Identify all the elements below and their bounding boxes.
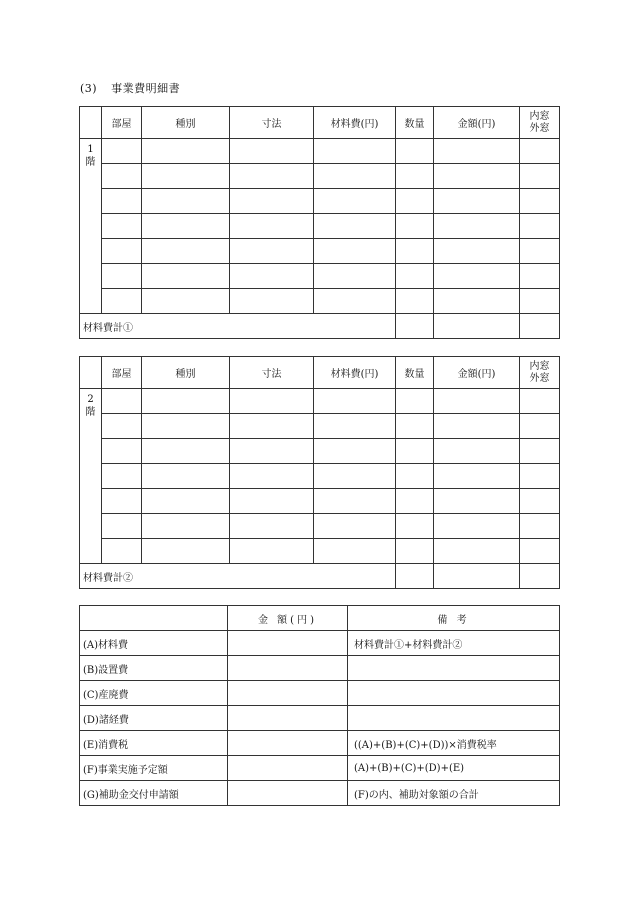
table-row [80, 464, 560, 489]
summary-table [79, 605, 560, 806]
table-cell[interactable] [102, 389, 142, 414]
total-row [80, 314, 560, 339]
table-cell[interactable] [230, 289, 314, 314]
table-cell[interactable] [520, 264, 560, 289]
table-cell[interactable] [396, 164, 434, 189]
summary-note: (A)+(B)+(C)+(D)+(E) [348, 756, 560, 781]
floor-number: 1 [87, 144, 94, 155]
summary-row [80, 631, 560, 656]
table-cell[interactable] [102, 239, 142, 264]
table-cell[interactable] [102, 214, 142, 239]
table-cell[interactable] [230, 389, 314, 414]
table-cell[interactable] [102, 289, 142, 314]
summary-item: (B)設置費 [80, 656, 228, 681]
table-cell[interactable] [102, 264, 142, 289]
table-cell[interactable] [520, 514, 560, 539]
table-cell[interactable] [102, 539, 142, 564]
table-cell[interactable] [230, 539, 314, 564]
header-amount: 金額(円) [434, 107, 520, 139]
header-window-outer: 外窓 [529, 372, 550, 384]
table-row [80, 139, 560, 164]
table-header-row [80, 357, 560, 389]
table-cell[interactable] [230, 489, 314, 514]
floor-label [80, 389, 102, 564]
table-cell[interactable] [142, 489, 230, 514]
table-cell[interactable] [102, 489, 142, 514]
summary-header-row [80, 606, 560, 631]
table-row [80, 514, 560, 539]
summary-note [348, 706, 560, 731]
table-cell[interactable] [230, 264, 314, 289]
table-cell[interactable] [434, 264, 520, 289]
table-cell[interactable] [396, 214, 434, 239]
section-title: 事業費明細書 [111, 82, 181, 95]
table-row [80, 439, 560, 464]
table-cell[interactable] [142, 514, 230, 539]
summary-amount-cell[interactable] [228, 631, 348, 656]
table-cell[interactable] [142, 214, 230, 239]
table-cell[interactable] [230, 214, 314, 239]
table-cell[interactable] [396, 439, 434, 464]
table-row [80, 239, 560, 264]
table-row [80, 489, 560, 514]
floor-label [80, 139, 102, 314]
table-cell[interactable] [142, 164, 230, 189]
table-cell[interactable] [520, 189, 560, 214]
table-cell[interactable] [142, 289, 230, 314]
summary-header-amount: 金 額(円) [228, 606, 348, 631]
summary-amount-cell[interactable] [228, 731, 348, 756]
table-cell[interactable] [434, 439, 520, 464]
header-size: 寸法 [230, 357, 314, 389]
table-cell[interactable] [434, 414, 520, 439]
table-cell[interactable] [434, 139, 520, 164]
table-cell[interactable] [520, 539, 560, 564]
header-window-outer: 外窓 [529, 122, 550, 134]
material-total-label: 材料費計① [80, 314, 396, 339]
table-cell[interactable] [434, 239, 520, 264]
material-total-label: 材料費計② [80, 564, 396, 589]
summary-amount-cell[interactable] [228, 681, 348, 706]
table-cell[interactable] [434, 514, 520, 539]
table-row [80, 189, 560, 214]
header-material-cost: 材料費(円) [314, 107, 396, 139]
header-window-inner: 内窓 [529, 360, 550, 372]
total-amount-cell[interactable] [434, 314, 520, 339]
table-row [80, 214, 560, 239]
header-size: 寸法 [230, 107, 314, 139]
table-cell[interactable] [142, 239, 230, 264]
table-cell[interactable] [142, 464, 230, 489]
table-row [80, 289, 560, 314]
table-cell[interactable] [434, 189, 520, 214]
header-blank [80, 357, 102, 389]
summary-note: ((A)+(B)+(C)+(D))×消費税率 [348, 731, 560, 756]
total-quantity-cell[interactable] [396, 564, 434, 589]
table-cell[interactable] [520, 139, 560, 164]
table-cell[interactable] [314, 414, 396, 439]
total-amount-cell[interactable] [434, 564, 520, 589]
table-cell[interactable] [314, 264, 396, 289]
summary-item: (D)諸経費 [80, 706, 228, 731]
table-cell[interactable] [314, 139, 396, 164]
floor2-detail-table [79, 356, 560, 589]
summary-item: (F)事業実施予定額 [80, 756, 228, 781]
table-cell[interactable] [230, 239, 314, 264]
table-cell[interactable] [434, 489, 520, 514]
table-cell[interactable] [314, 514, 396, 539]
table-cell[interactable] [142, 389, 230, 414]
floor-number: 2 [87, 394, 94, 405]
table-cell[interactable] [314, 164, 396, 189]
table-cell[interactable] [314, 239, 396, 264]
table-cell[interactable] [314, 464, 396, 489]
table-cell[interactable] [520, 464, 560, 489]
table-cell[interactable] [102, 189, 142, 214]
summary-item: (C)産廃費 [80, 681, 228, 706]
table-cell[interactable] [230, 414, 314, 439]
summary-row [80, 656, 560, 681]
table-cell[interactable] [142, 414, 230, 439]
table-cell[interactable] [314, 489, 396, 514]
table-cell[interactable] [434, 289, 520, 314]
table-cell[interactable] [102, 439, 142, 464]
summary-note: 材料費計①+材料費計② [348, 631, 560, 656]
table-header-row [80, 107, 560, 139]
header-window-inner: 内窓 [529, 110, 550, 122]
table-cell[interactable] [434, 214, 520, 239]
table-row [80, 389, 560, 414]
floor1-detail-table [79, 106, 560, 339]
summary-amount-cell[interactable] [228, 706, 348, 731]
table-cell[interactable] [520, 389, 560, 414]
section-number: (3) [80, 82, 98, 95]
table-cell[interactable] [396, 239, 434, 264]
table-cell[interactable] [142, 264, 230, 289]
table-row [80, 264, 560, 289]
table-cell[interactable] [396, 539, 434, 564]
header-room: 部屋 [102, 107, 142, 139]
summary-note [348, 656, 560, 681]
header-type: 種別 [142, 357, 230, 389]
total-window-cell[interactable] [520, 564, 560, 589]
header-blank [80, 107, 102, 139]
floor-kai: 階 [85, 157, 96, 168]
table-cell[interactable] [230, 439, 314, 464]
table-cell[interactable] [314, 189, 396, 214]
table-cell[interactable] [142, 189, 230, 214]
header-type: 種別 [142, 107, 230, 139]
section-heading [80, 80, 180, 96]
table-cell[interactable] [102, 139, 142, 164]
table-cell[interactable] [102, 464, 142, 489]
table-cell[interactable] [396, 389, 434, 414]
table-cell[interactable] [102, 414, 142, 439]
table-cell[interactable] [314, 214, 396, 239]
table-cell[interactable] [396, 489, 434, 514]
table-cell[interactable] [230, 464, 314, 489]
table-cell[interactable] [520, 414, 560, 439]
table-cell[interactable] [434, 389, 520, 414]
table-cell[interactable] [230, 139, 314, 164]
total-row [80, 564, 560, 589]
table-row [80, 539, 560, 564]
table-cell[interactable] [102, 514, 142, 539]
summary-header-blank [80, 606, 228, 631]
summary-row [80, 781, 560, 806]
table-cell[interactable] [434, 539, 520, 564]
summary-row [80, 706, 560, 731]
table-cell[interactable] [396, 139, 434, 164]
table-cell[interactable] [396, 514, 434, 539]
table-cell[interactable] [520, 164, 560, 189]
table-cell[interactable] [396, 464, 434, 489]
table-cell[interactable] [520, 289, 560, 314]
header-quantity: 数量 [396, 357, 434, 389]
summary-amount-cell[interactable] [228, 756, 348, 781]
summary-amount-cell[interactable] [228, 781, 348, 806]
table-cell[interactable] [142, 439, 230, 464]
total-quantity-cell[interactable] [396, 314, 434, 339]
summary-row [80, 756, 560, 781]
table-cell[interactable] [520, 239, 560, 264]
table-cell[interactable] [314, 389, 396, 414]
table-cell[interactable] [230, 514, 314, 539]
table-cell[interactable] [396, 414, 434, 439]
table-cell[interactable] [396, 289, 434, 314]
table-cell[interactable] [142, 139, 230, 164]
table-cell[interactable] [520, 214, 560, 239]
table-cell[interactable] [230, 164, 314, 189]
summary-note [348, 681, 560, 706]
header-material-cost: 材料費(円) [314, 357, 396, 389]
header-room: 部屋 [102, 357, 142, 389]
summary-amount-cell[interactable] [228, 656, 348, 681]
header-window [520, 357, 560, 389]
table-cell[interactable] [520, 439, 560, 464]
table-cell[interactable] [314, 439, 396, 464]
table-cell[interactable] [520, 489, 560, 514]
total-window-cell[interactable] [520, 314, 560, 339]
summary-item: (A)材料費 [80, 631, 228, 656]
floor-kai: 階 [85, 407, 96, 418]
table-cell[interactable] [396, 264, 434, 289]
table-cell[interactable] [434, 164, 520, 189]
table-cell[interactable] [230, 189, 314, 214]
table-cell[interactable] [314, 289, 396, 314]
table-row [80, 164, 560, 189]
summary-item: (G)補助金交付申請額 [80, 781, 228, 806]
summary-note: (F)の内、補助対象額の合計 [348, 781, 560, 806]
table-cell[interactable] [434, 464, 520, 489]
header-window [520, 107, 560, 139]
summary-row [80, 731, 560, 756]
summary-item: (E)消費税 [80, 731, 228, 756]
summary-row [80, 681, 560, 706]
table-cell[interactable] [314, 539, 396, 564]
header-amount: 金額(円) [434, 357, 520, 389]
header-quantity: 数量 [396, 107, 434, 139]
table-row [80, 414, 560, 439]
table-cell[interactable] [102, 164, 142, 189]
table-cell[interactable] [142, 539, 230, 564]
table-cell[interactable] [396, 189, 434, 214]
summary-header-note: 備 考 [348, 606, 560, 631]
